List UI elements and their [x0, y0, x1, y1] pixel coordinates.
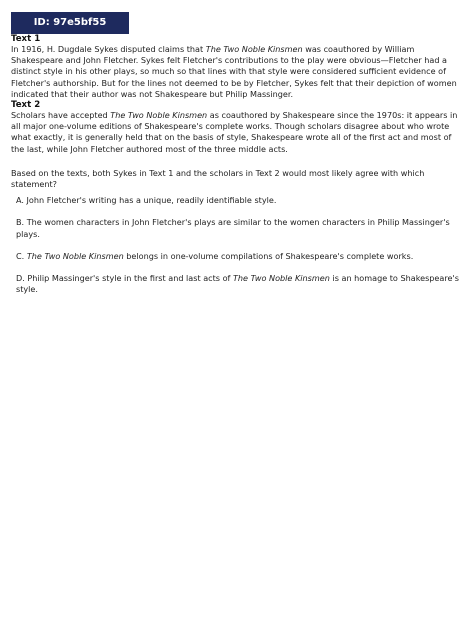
answer-choices: [11, 195, 466, 295]
question-id-badge: ID: 97e5bf55: [11, 12, 129, 34]
choice-c[interactable]: C. The Two Noble Kinsmen belongs in one-volume compilations of Shakespeare's complete works.: [16, 250, 414, 261]
text1-heading: Text 1: [11, 34, 41, 44]
choice-d[interactable]: D. Philip Massinger's style in the first and last acts of The Two Noble Kinsmen is an homage to Shakespeare's style.: [16, 273, 459, 295]
choice-b[interactable]: B. The women characters in John Fletcher's plays are similar to the women characters in Philip Massinger's plays.: [16, 217, 450, 239]
choice-a[interactable]: A. John Fletcher's writing has a unique, readily identifiable style.: [16, 195, 277, 206]
text1-passage: In 1916, H. Dugdale Sykes disputed claims that The Two Noble Kinsmen was coauthored by William Shakespeare and John Fletcher. Sykes felt Fletcher's contributions to the play were obvious—Fletcher had a distinct style in his other plays, so much so that lines with that style were considered sufficient evidence of Fletcher's authorship. But for the lines not deemed to be by Fletcher, Sykes felt that their depiction of women indicated that their author was not Shakespeare but Philip Massinger.: [11, 44, 457, 99]
text2-passage: Scholars have accepted The Two Noble Kinsmen as coauthored by Shakespeare since the 1970s: it appears in all major one-volume editions of Shakespeare's complete works. Though scholars disagree about who wrote what exactly, it is generally held that on the basis of style, Shakespeare wrote all of the first act and most of the last, while John Fletcher authored most of the three middle acts.: [11, 110, 458, 154]
question-stem: Based on the texts, both Sykes in Text 1 and the scholars in Text 2 would most likely agree with which statement?: [11, 167, 425, 190]
text2-heading: Text 2: [11, 100, 41, 111]
text1-play-title: The Two Noble Kinsmen: [205, 44, 303, 54]
text2-play-title: The Two Noble Kinsmen: [110, 110, 208, 121]
question-content: [11, 34, 466, 306]
